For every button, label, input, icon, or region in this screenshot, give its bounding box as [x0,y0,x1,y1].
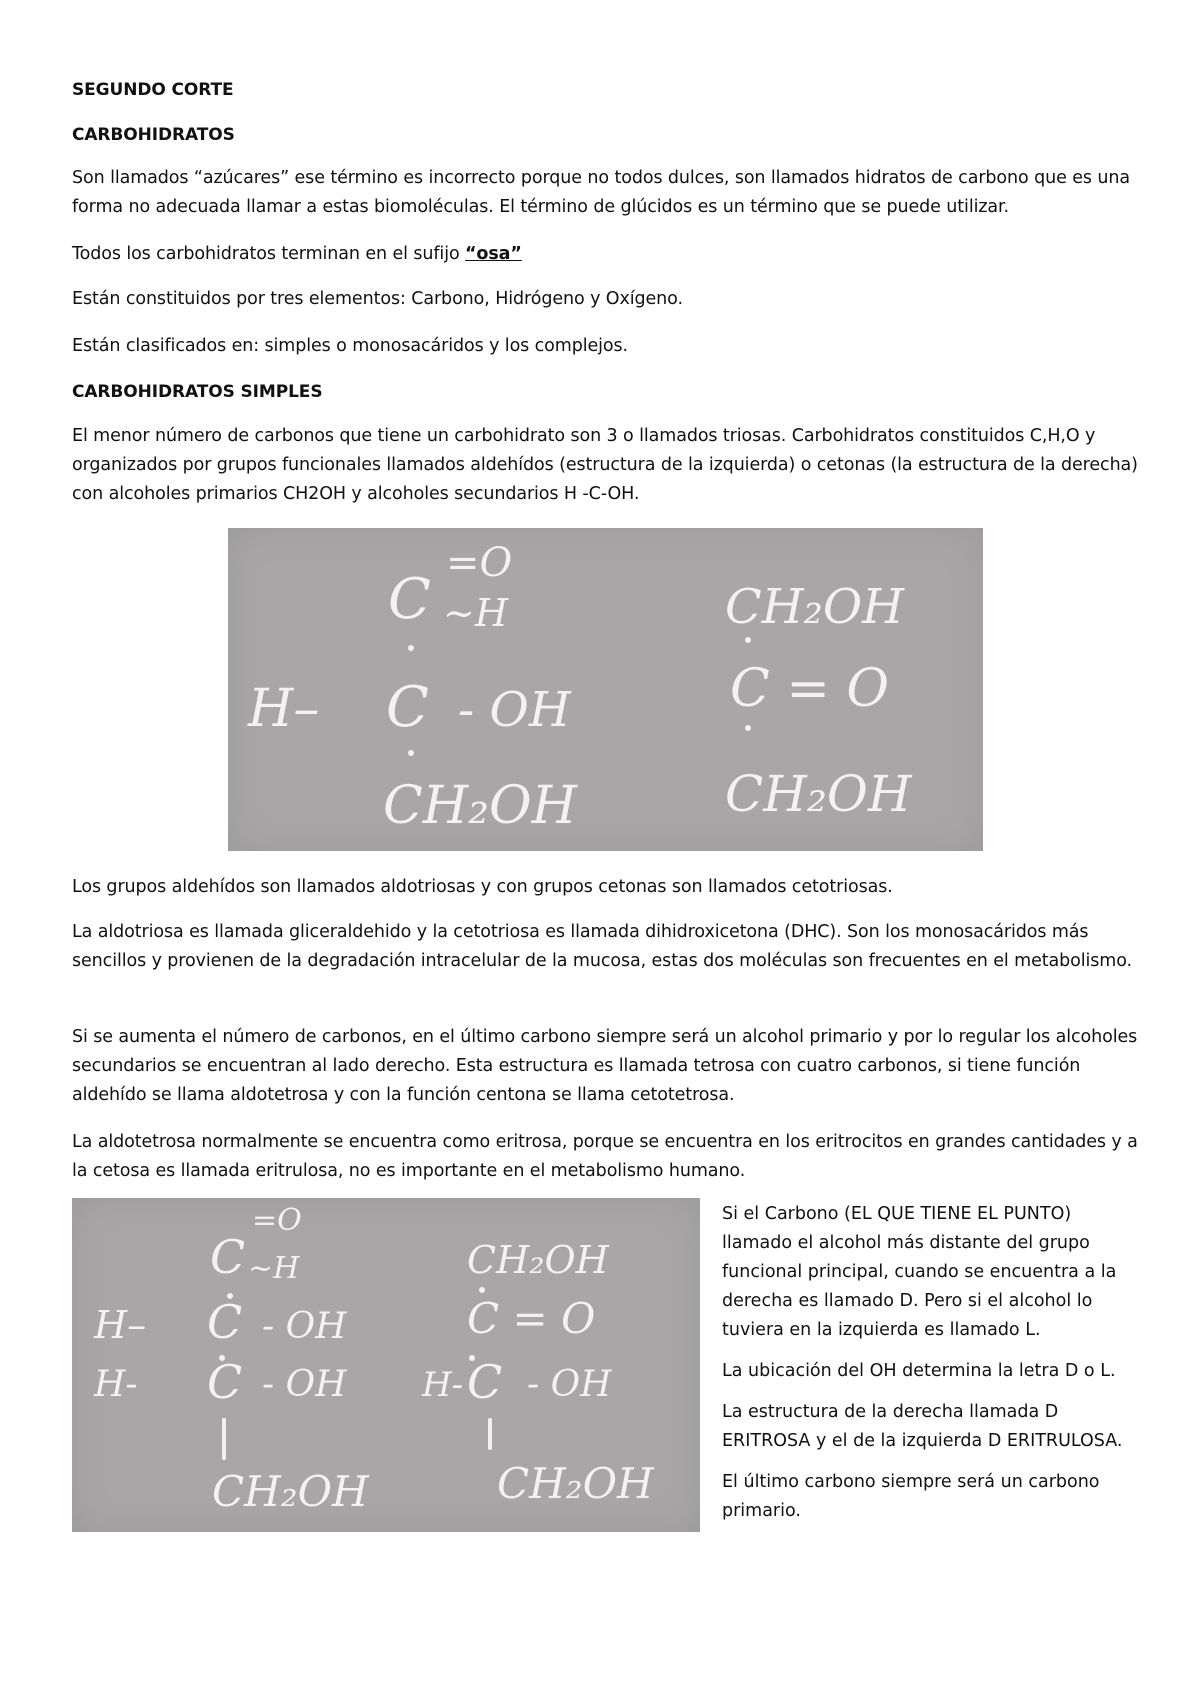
p2-left-bottom: CH₂OH [212,1467,369,1516]
p2-left-oh1: - OH [262,1306,347,1347]
heading-carbohidratos: CARBOHIDRATOS [72,125,235,145]
paragraph-triosas: El menor número de carbonos que tiene un carbohidrato son 3 o llamados triosas. Carbohidratos constituidos C,H,O y organizados por grupos funcionales llamados aldehídos (estructura de la izquierda) o cetonas (la estructura de la derecha) con alcoholes primarios CH2OH y alcoholes secundarios H -C-OH. [72,426,1138,504]
p1-dot-4 [745,725,751,731]
paragraph-gliceraldehido: La aldotriosa es llamada gliceraldehido y la cetotriosa es llamada dihidroxicetona (DHC). Son los monosacáridos más sencillos y provienen de la degradación intracelular de la mucosa, estas dos moléculas son frecuentes en el metabolismo. [72,922,1132,971]
sidebar-text-dl [722,1200,1142,1538]
paragraph-aldotriosas: Los grupos aldehídos son llamados aldotriosas y con grupos cetonas son llamados cetotriosas. [72,877,893,897]
sufijo-osa: “osa” [465,244,522,264]
p1-left-oh: - OH [458,682,571,738]
side-paragraph-ultimo-carbono: El último carbono siempre será un carbono primario. [722,1472,1100,1521]
paragraph-sufijo [72,240,1132,269]
paragraph-elementos: Están constituidos por tres elementos: Carbono, Hidrógeno y Oxígeno. [72,289,683,309]
p1-left-h: ~H [443,591,508,635]
p2-left-c2: C [207,1355,243,1409]
photo-tetrosas [72,1198,700,1532]
p1-right-mid: C = O [730,659,890,719]
triosas-handwriting [228,528,983,851]
heading-segundo-corte: SEGUNDO CORTE [72,80,234,100]
paragraph-azucares: Son llamados “azúcares” ese término es incorrecto porque no todos dulces, son llamados hidratos de carbono que es una forma no adecuada llamar a estas biomoléculas. El término de glúcidos es un término que se puede utilizar. [72,168,1130,217]
p2-left-oh2: - OH [262,1364,347,1405]
p1-right-bottom: CH₂OH [725,765,912,823]
p2-left-h2: H- [94,1364,138,1405]
tetrosas-handwriting [72,1198,700,1532]
p2-dot-3 [479,1287,485,1293]
p1-dot-2 [408,750,414,756]
p2-left-top-c: C [210,1230,246,1284]
p2-right-c: C [467,1355,503,1409]
heading-carbohidratos-simples: CARBOHIDRATOS SIMPLES [72,382,323,402]
paragraph-clasificados: Están clasificados en: simples o monosacáridos y los complejos. [72,336,629,356]
p2-right-top: CH₂OH [467,1238,609,1282]
p1-left-bottom: CH₂OH [383,776,577,836]
p1-left-o: =O [446,540,513,586]
p1-left-top-c: C [388,567,431,632]
paragraph-eritrosa: La aldotetrosa normalmente se encuentra como eritrosa, porque se encuentra en los eritrocitos en grandes cantidades y a la cetosa es llamada eritrulosa, no es importante en el metabolismo humano. [72,1132,1138,1181]
p2-right-oh: - OH [527,1364,612,1405]
p2-right-h: H- [422,1365,464,1405]
p1-dot-1 [408,645,414,651]
p1-left-mid-c: C [386,675,429,740]
sufijo-text: Todos los carbohidratos terminan en el sufijo [72,244,466,264]
p1-right-top: CH₂OH [725,579,905,635]
side-paragraph-ubicacion-oh: La ubicación del OH determina la letra D o L. [722,1361,1116,1381]
p2-right-mid: C = O [467,1294,596,1343]
paragraph-tetrosa: Si se aumenta el número de carbonos, en el último carbono siempre será un alcohol primario y por lo regular los alcoholes secundarios se encuentran al lado derecho. Esta estructura es llamada tetrosa con cuatro carbonos, si tiene función aldehído se llama aldotetrosa y con la función centona se llama cetotetrosa. [72,1027,1138,1105]
p2-left-o: =O [252,1203,302,1238]
p2-left-c1: C [207,1295,243,1349]
p2-left-h1: H– [94,1303,147,1347]
side-paragraph-eritrosa: La estructura de la derecha llamada D ERITROSA y el de la izquierda D ERITRULOSA. [722,1402,1123,1451]
p1-dot-3 [745,637,751,643]
p1-left-hmid: H– [248,679,320,739]
p2-left-h: ~H [248,1251,300,1286]
p2-right-bottom: CH₂OH [497,1459,654,1508]
side-paragraph-carbono-punto: Si el Carbono (EL QUE TIENE EL PUNTO) llamado el alcohol más distante del grupo funcional principal, cuando se encuentra a la derecha es llamado D. Pero si el alcohol lo tuviera en la izquierda es llamado L. [722,1204,1117,1340]
photo-triosas [228,528,983,851]
